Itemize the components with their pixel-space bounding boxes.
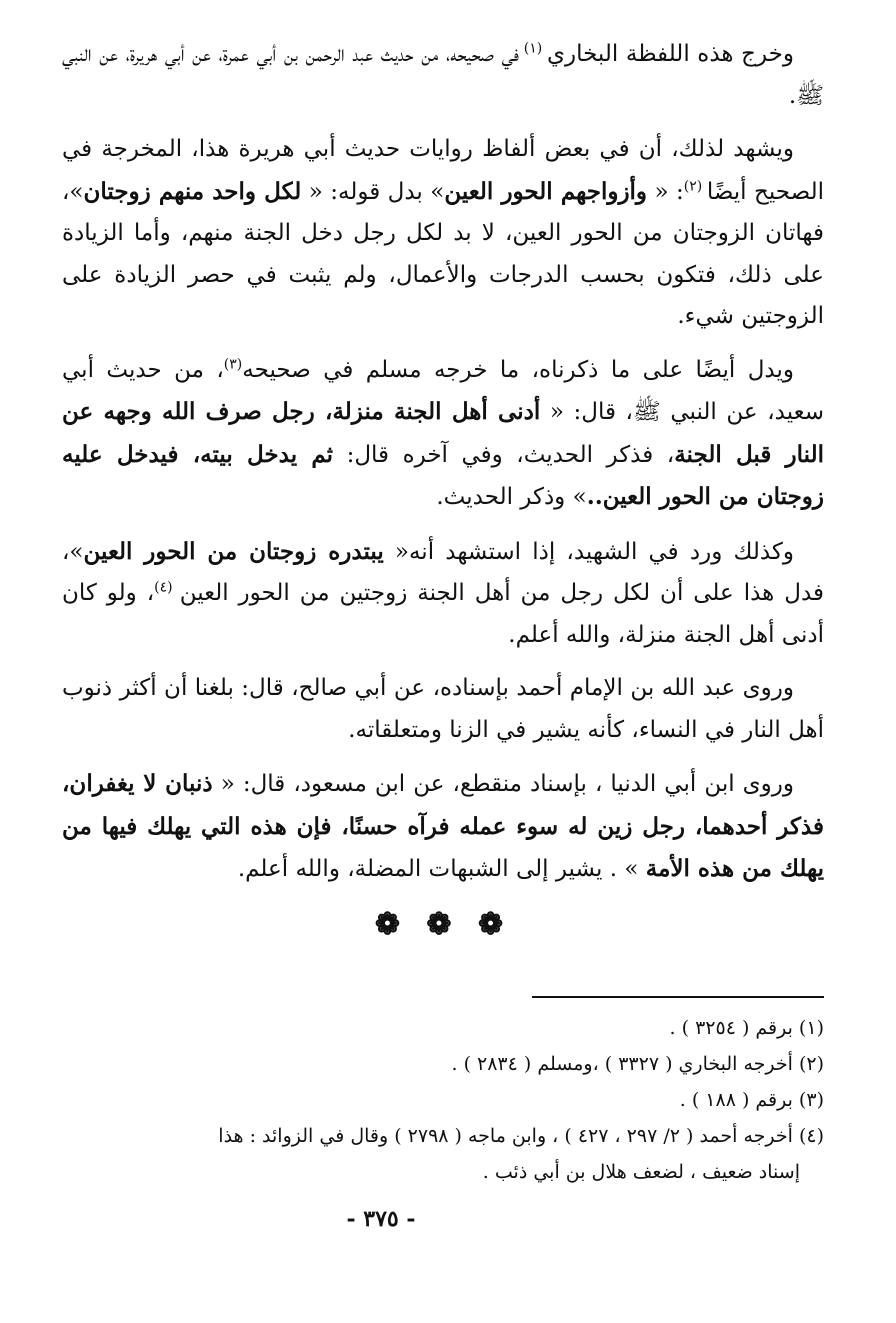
footnote: (٣) برقم ( ١٨٨ ) . [679,1089,824,1111]
text-segment: » بدل قوله: « [301,178,445,205]
text-segment: وكذلك ورد في الشهيد، إذا استشهد أنه« [383,538,794,565]
text-segment: وروى ابن أبي الدنيا ، بإسناد منقطع، عن ابن مسعود، قال: « [212,771,795,797]
text-segment: ، من حديث أبي سعيد، عن النبي ﷺ، قال: « [62,356,824,425]
section-separator: ❁ ❁ ❁ [374,906,512,942]
footnote-reference: (٣) [223,355,243,372]
text-segment: »، فهاتان الزوجتان من الحور العين، لا بد لكل رجل دخل الجنة منهم، وأما الزيادة على ذلك، فتكون بحسب الدرجات والأعمال، ولم يثبت في حصر الزيادة على الزوجتين شيء. [62,178,824,329]
quoted-text: ثم يدخل بيته، فيدخل عليه زوجتان من الحور العين.. [62,440,824,510]
paragraph [62,350,824,519]
text-segment: ، فذكر الحديث، وفي آخره قال: [333,441,675,468]
quoted-text: أدنى أهل الجنة منزلة، رجل صرف الله وجهه عن النار قبل الجنة [62,398,825,468]
text-segment: : « [647,178,684,205]
footnote-reference: (١) [519,40,547,57]
text-segment: ويدل أيضًا على ما ذكرناه، ما خرجه مسلم في صحيحه [242,356,794,383]
text-segment: ، ولو كان أدنى أهل الجنة منزلة، والله أعلم. [62,580,824,648]
footnote-divider [532,996,824,998]
paragraph [62,763,824,891]
text-segment: »، فدل هذا على أن لكل رجل من أهل الجنة زوجتين من الحور العين [62,538,825,606]
footnote: (٢) أخرجه البخاري ( ٣٣٢٧ ) ،ومسلم ( ٢٨٣٤ ) . [451,1053,824,1075]
footnote-continuation: إسناد ضعيف ، لضعف هلال بن أبي ذئب . [482,1161,800,1183]
paragraph [62,668,824,751]
page-body [62,34,825,1183]
quoted-text: لكل واحد منهم زوجتان [83,177,302,205]
text-segment: وروى عبد الله بن الإمام أحمد بإسناده، عن أبي صالح، قال: بلغنا أن أكثر ذنوب أهل النار في النساء، كأنه يشير في الزنا ومتعلقاته. [62,675,824,743]
text-segment: » وذكر الحديث. [436,484,587,510]
quoted-text: يبتدره زوجتان من الحور العين [83,537,384,565]
text-segment: في صحيحه، من حديث عبد الرحمن بن أبي عمرة، عن أبي هريرة، عن النبي ﷺ. [62,41,824,109]
text-segment: وخرج هذه اللفظة البخاري [546,41,794,67]
footnote: (٤) أخرجه أحمد ( ٢/ ٢٩٧ ، ٤٢٧ ) ، وابن ماجه ( ٢٧٩٨ ) وقال في الزوائد : هذا [218,1125,824,1147]
footnote-reference: (٤) [154,579,180,596]
quoted-text: وأزواجهم الحور العين [444,177,648,205]
paragraph [62,129,824,338]
text-segment: ويشهد لذلك، أن في بعض ألفاظ روايات حديث أبي هريرة هذا، المخرجة في الصحيح أيضًا [62,136,824,205]
quoted-text: ذنبان لا يغفران، فذكر أحدهما، رجل زين له سوء عمله فرآه حسنًا، فإن هذه التي يهلك فيها من يهلك من هذه الأمة [62,770,824,882]
paragraph [62,34,824,117]
footnote-reference: (٢) [683,177,707,194]
paragraph [62,531,824,657]
text-segment: » . يشير إلى الشبهات المضلة، والله أعلم. [237,856,646,882]
footnotes [62,1010,824,1190]
footnote: (١) برقم ( ٣٢٥٤ ) . [669,1017,824,1039]
page-number: - ٣٧٥ - [346,1206,416,1232]
main-text [62,34,824,891]
